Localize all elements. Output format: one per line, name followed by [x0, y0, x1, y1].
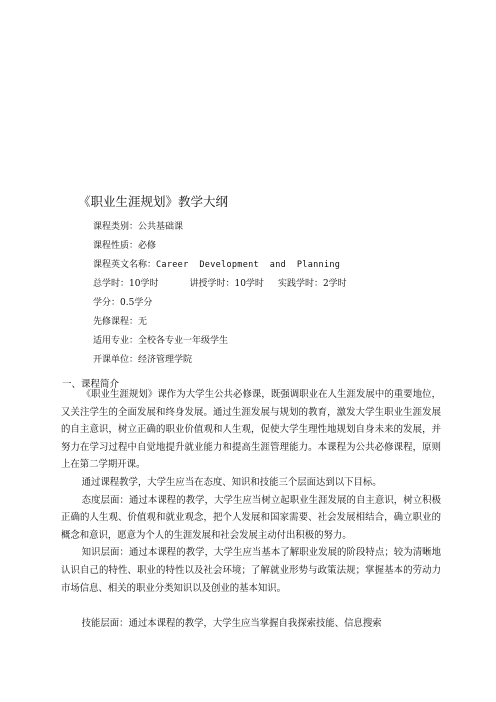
course-nature-row [93, 237, 473, 256]
prerequisite-row [93, 313, 473, 332]
document-title: 《职业生涯规划》教学大纲 [78, 194, 229, 209]
paragraph-goals-intro: 通过课程教学，大学生应当在态度、知识和技能三个层面达到以下目标。 [81, 476, 382, 488]
applicable-major-row [93, 332, 473, 351]
course-english-name-label: 课程英文名称： [93, 260, 157, 270]
course-category-value: 公共基础课 [138, 222, 184, 232]
course-info-block [93, 218, 473, 370]
practice-hours-label: 实践学时： [277, 279, 323, 289]
course-nature-value: 必修 [138, 241, 157, 251]
lecture-hours-value: 10学时 [234, 279, 264, 289]
total-hours-value: 10学时 [129, 279, 159, 289]
offering-unit-value: 经济管理学院 [138, 355, 193, 365]
paragraph-attitude-level: 态度层面：通过本课程的教学，大学生应当树立起职业生涯发展的自主意识，树立积极正确的人生观、价值观和就业观念，把个人发展和国家需要、社会发展相结合，确立职业的概念和意识，愿意为个人的生涯发展和社会发展主动付出积极的努力。 [61, 494, 441, 541]
offering-unit-row [93, 351, 473, 370]
practice-hours-value: 2学时 [322, 279, 347, 289]
course-english-name-value: Career Development and Planning [156, 260, 341, 270]
course-category-row [93, 218, 473, 237]
paragraph-knowledge-level: 知识层面：通过本课程的教学，大学生应当基本了解职业发展的阶段特点；较为清晰地认识自己的特性、职业的特性以及社会环境；了解就业形势与政策法规；掌握基本的劳动力市场信息、相关的职业分类知识以及创业的基本知识。 [61, 547, 441, 594]
paragraph-overview: 《职业生涯规划》课作为大学生公共必修课，既强调职业在人生涯发展中的重要地位，又关注学生的全面发展和终身发展。通过生涯发展与规划的教育，激发大学生职业生涯发展的自主意识，树立正确的职业价值观和人生观，促使大学生理性地规划自身未来的发展，并努力在学习过程中自觉地提升就业能力和提高生涯管理能力。本课程为公共必修课程，原则上在第二学期开课。 [61, 389, 441, 471]
course-english-name-row [93, 256, 473, 275]
prerequisite-label: 先修课程： [93, 317, 139, 327]
course-hours-row [93, 275, 473, 294]
offering-unit-label: 开课单位： [93, 355, 139, 365]
course-intro-text [61, 386, 441, 632]
course-credit-row [93, 294, 473, 313]
section-heading-intro: 一、课程简介 [62, 379, 120, 390]
lecture-hours-label: 讲授学时： [189, 279, 235, 289]
applicable-major-label: 适用专业： [93, 336, 139, 346]
credit-label: 学分： [93, 298, 121, 308]
course-nature-label: 课程性质： [93, 241, 139, 251]
total-hours-label: 总学时： [93, 279, 130, 289]
prerequisite-value: 无 [138, 317, 148, 327]
credit-value: 0.5学分 [120, 298, 153, 308]
applicable-major-value: 全校各专业一年级学生 [138, 336, 229, 346]
paragraph-skill-level: 技能层面：通过本课程的教学，大学生应当掌握自我探索技能、信息搜索 [81, 617, 382, 629]
course-category-label: 课程类别： [93, 222, 139, 232]
